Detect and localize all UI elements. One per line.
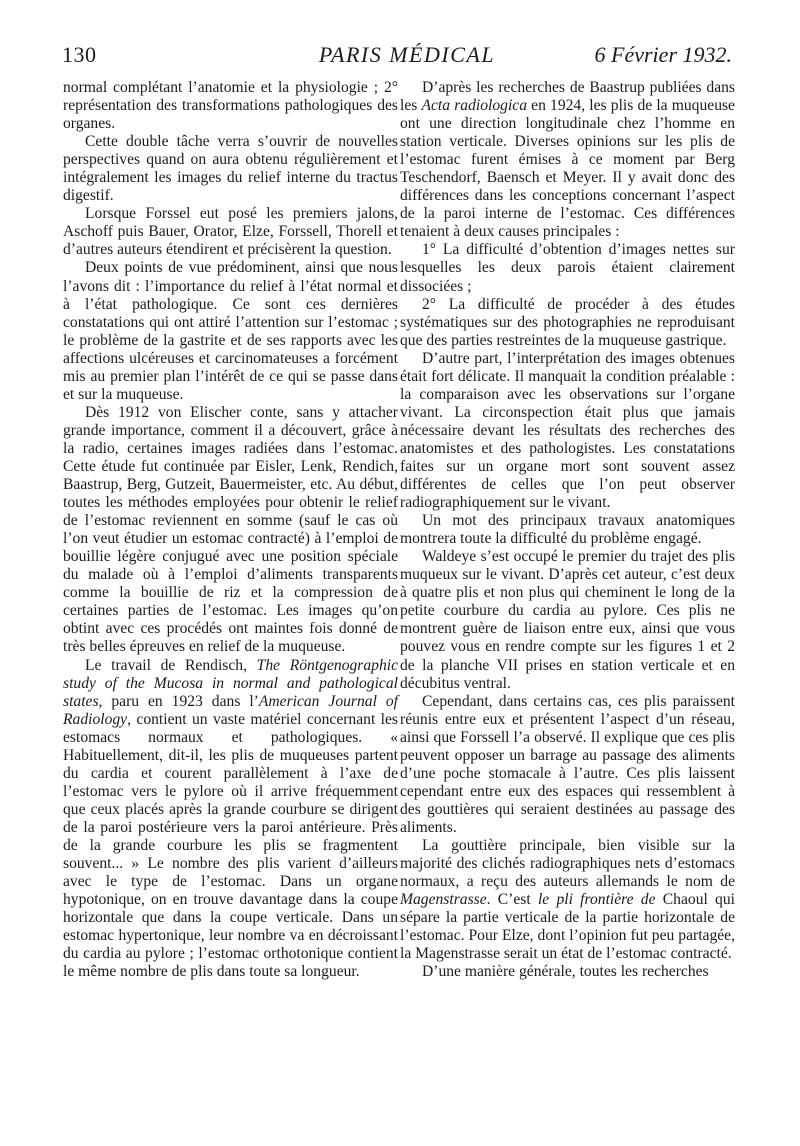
page-number: 130 — [62, 42, 97, 67]
paragraph: Cependant, dans certains cas, ces plis paraissent réunis entre eux et présentent l’aspect d’un réseau, ainsi que Forssell l’a observé. Il explique que ces plis peuvent opposer un barrage au passage des aliments d’une poche stomacale à l’autre. Ces plis laissent cependant entre eux des espaces qui ressemblent à des gouttières qui seraient destinées au passage des aliments. — [400, 692, 735, 836]
text-run: D’après les recherches de Baastrup publiées dans les — [400, 79, 735, 115]
paragraph: Dès 1912 von Elischer conte, sans y attacher grande importance, comment il a découvert, grâce à la radio, certaines images radiées dans l’estomac. Cette étude fut continuée par Eisler, Lenk, Rendich, Baastrup, Berg, Gutzeit, Bauermeister, etc. Au début, toutes les méthodes employées pour obtenir le relief de l’estomac reviennent en somme (sauf le cas où l’on veut étudier un estomac contracté) à l’emploi de bouillie légère conjugué avec une position spéciale du malade où à l’emploi d’aliments transparents comme la bouillie de riz et la compression de certaines parties de l’estomac. Les images qu’on obtint avec ces procédés ont maintes fois donné de très belles épreuves en relief de la muqueuse. — [63, 403, 398, 656]
text-run: en 1924, les plis de la muqueuse ont une direction longitudinale chez l’homme en station verticale. Diverses opinions sur les plis de l’estomac furent émises à ce moment par Berg Teschendorf, Baensch et Meyer. Il y avait donc des différences dans les conceptions concernant l’aspect de la paroi interne de l’estomac. Ces différences tenaient à deux causes principales : — [400, 97, 735, 241]
paragraph — [400, 79, 735, 241]
term-italic: Magenstrasse — [400, 891, 487, 909]
paragraph: D’autre part, l’interprétation des images obtenues était fort délicate. Il manquait la condition préalable : la comparaison avec les observations sur l’organe vivant. La circonspection était plus que jamais nécessaire devant les résultats des recherches des anatomistes et des pathologistes. Les constatations faites sur un organe mort sont souvent assez différentes de celles que l’on peut observer radiographiquement sur le vivant. — [400, 349, 735, 512]
issue-date: 6 Février 1932. — [594, 42, 732, 67]
paragraph — [63, 657, 398, 982]
text-run: , paru en 1923 dans l’ — [98, 692, 259, 710]
cited-journal: American Journal of Radiology — [63, 692, 398, 728]
paragraph: Un mot des principaux travaux anatomiques montrera toute la difficulté du problème engagé. — [400, 512, 735, 548]
paragraph: 1° La difficulté d’obtention d’images nettes sur lesquelles les deux parois étaient clairement dissociées ; — [400, 241, 735, 295]
left-column — [63, 79, 398, 981]
paragraph: Deux points de vue prédominent, ainsi que nous l’avons dit : l’importance du relief à l’état normal et à l’état pathologique. Ce sont ces dernières constatations qui ont attiré l’attention sur l’estomac ; le problème de la gastrite et de ses rapports avec les affections ulcéreuses et carcinomateuses a forcément mis au premier plan l’intérêt de ce qui se passe dans et sur la muqueuse. — [63, 259, 398, 403]
text-run: . C’est — [486, 891, 538, 909]
right-column — [400, 79, 735, 981]
text-run: , contient un vaste matériel concernant les estomacs normaux et pathologiques. « Habituellement, dit-il, les plis de muqueuses partent du cardia et courent parallèlement à l’axe de l’estomac vers le pylore où il arrive fréquemment que ceux placés après la grande courbure se dirigent de la paroi postérieure vers la paroi antérieure. Près de la grande courbure les plis se fragmentent souvent... » Le nombre des plis varient d’ailleurs avec le type de l’estomac. Dans un organe hypotonique, on en trouve davantage dans la coupe horizontale que dans la coupe verticale. Dans un estomac hypertonique, leur nombre va en décroissant du cardia au pylore ; l’estomac orthotonique contient le même nombre de plis dans toute sa longueur. — [63, 710, 398, 981]
text-run: La gouttière principale, bien visible sur la majorité des clichés radiographiques nets d’estomacs normaux, a reçu des auteurs allemands le nom de — [400, 836, 735, 891]
cited-journal: Acta radiologica — [421, 97, 527, 115]
text-run: Le travail de Rendisch, — [85, 656, 257, 674]
paragraph: Cette double tâche verra s’ouvrir de nouvelles perspectives quand on aura obtenu régulièrement et intégralement les images du relief interne du tractus digestif. — [63, 133, 398, 205]
paragraph — [400, 837, 735, 963]
journal-title: PARIS MÉDICAL — [318, 42, 496, 67]
paragraph: normal complétant l’anatomie et la physiologie ; 2° représentation des transformations pathologiques des organes. — [63, 79, 398, 133]
cited-article-title: The Röntgenographic study of the Mucosa in normal and pathological states — [63, 656, 398, 710]
term-italic: le pli frontière de — [537, 891, 656, 909]
page-header — [62, 36, 732, 70]
paragraph: Lorsque Forssel eut posé les premiers jalons, Aschoff puis Bauer, Orator, Elze, Forssell, Thorell et d’autres auteurs étendirent et précisèrent la question. — [63, 205, 398, 259]
text-run: Chaoul qui sépare la partie verticale de la partie horizontale de l’estomac. Pour Elze, dont l’opinion fut peu partagée, la Magenstrasse serait un état de l’estomac contracté. — [400, 891, 735, 963]
paragraph: D’une manière générale, toutes les recherches — [422, 963, 709, 981]
paragraph: Waldeye s’est occupé le premier du trajet des plis muqueux sur le vivant. D’après cet auteur, c’est deux à quatre plis et non plus qui cheminent le long de la petite courbure du cardia au pylore. Ces plis ne montrent guère de liaison entre eux, ainsi que vous pouvez vous en rendre compte sur les figures 1 et 2 de la planche VII prises en station verticale et en décubitus ventral. — [400, 548, 735, 692]
paragraph: 2° La difficulté de procéder à des études systématiques sur des photographies ne reproduisant que des parties restreintes de la muqueuse gastrique. — [400, 295, 735, 349]
